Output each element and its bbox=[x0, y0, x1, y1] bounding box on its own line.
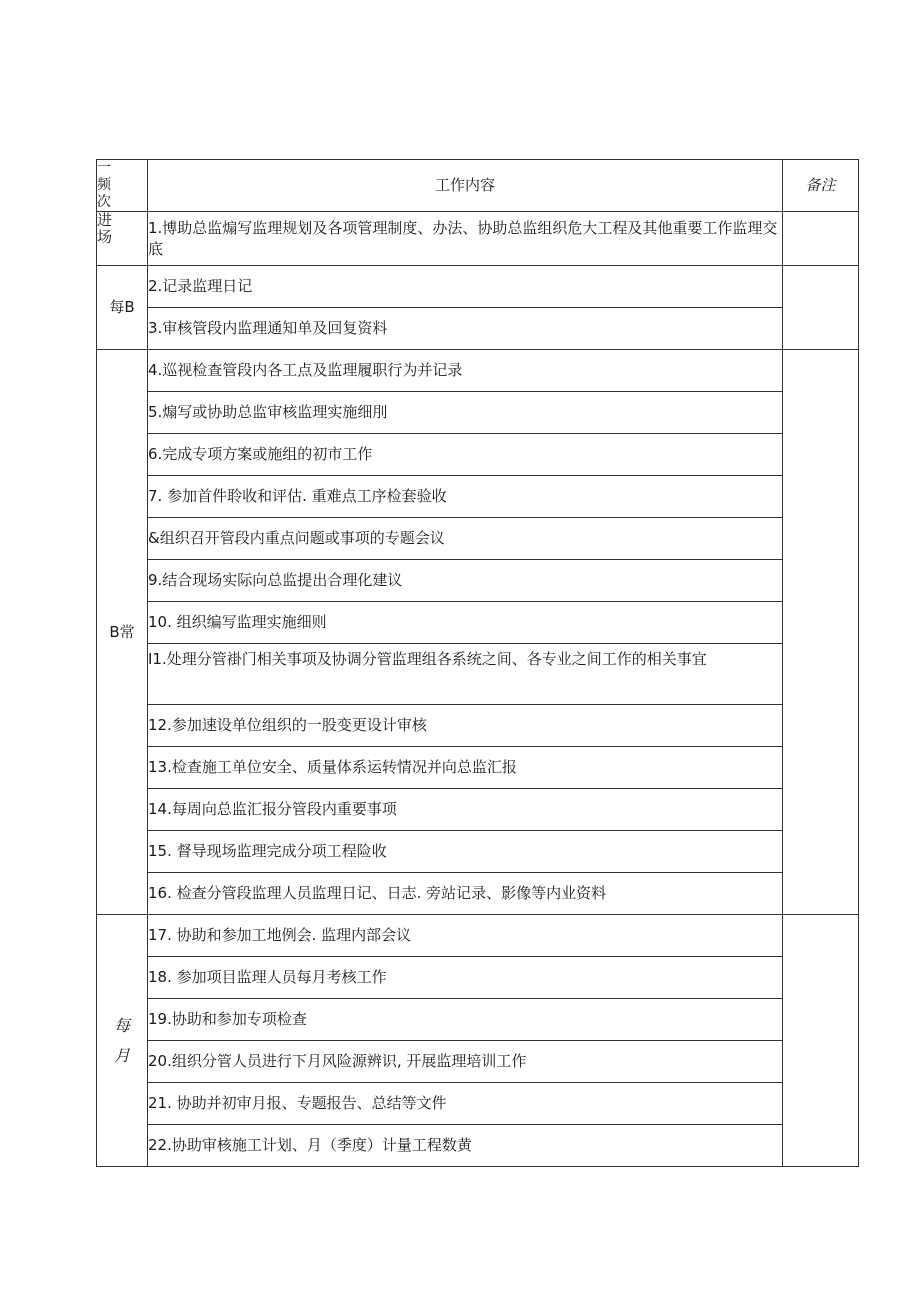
content-cell: 18. 参加项目监理人员每月考核工作 bbox=[148, 957, 783, 999]
frequency-cell-monthly bbox=[97, 915, 148, 1167]
table-row bbox=[97, 957, 859, 999]
table-row bbox=[97, 560, 859, 602]
content-cell: 15. 督导现场监理完成分项工程险收 bbox=[148, 831, 783, 873]
content-cell: 2.记录监理日记 bbox=[148, 266, 783, 308]
frequency-header-char: 一 bbox=[97, 160, 111, 176]
table-row bbox=[97, 266, 859, 308]
content-cell: 6.完成专项方案或施组的初市工作 bbox=[148, 434, 783, 476]
table-row bbox=[97, 1125, 859, 1167]
content-cell: 13.检查施工单位安全、质量体系运转情况并向总监汇报 bbox=[148, 747, 783, 789]
frequency-header bbox=[97, 160, 148, 212]
content-cell: 20.组织分管人员进行下月风险源辨识, 开展监理培训工作 bbox=[148, 1041, 783, 1083]
content-cell: 9.结合现场实际向总监提出合理化建议 bbox=[148, 560, 783, 602]
table-row bbox=[97, 392, 859, 434]
frequency-cell-entry bbox=[97, 212, 148, 266]
table-row bbox=[97, 789, 859, 831]
frequency-cell-daily: 每B bbox=[97, 266, 148, 350]
table-row bbox=[97, 915, 859, 957]
frequency-char: 月 bbox=[113, 1045, 130, 1065]
table-row bbox=[97, 434, 859, 476]
note-header: 备注 bbox=[783, 160, 859, 212]
content-cell: &组织召开管段内重点问题或事项的专题会议 bbox=[148, 518, 783, 560]
content-cell: 19.协助和参加专项检查 bbox=[148, 999, 783, 1041]
table-row bbox=[97, 602, 859, 644]
note-cell bbox=[783, 212, 859, 266]
table-row bbox=[97, 1083, 859, 1125]
frequency-char: 场 bbox=[97, 228, 113, 246]
frequency-header-char: 次 bbox=[97, 194, 111, 210]
work-content-table bbox=[96, 159, 859, 1167]
content-cell: 4.巡视检查管段内各工点及监理履职行为并记录 bbox=[148, 350, 783, 392]
content-cell: 7. 参加首件聆收和评估. 重难点工序检套验收 bbox=[148, 476, 783, 518]
content-cell: 3.审核管段内监理通知单及回复资料 bbox=[148, 308, 783, 350]
table-row bbox=[97, 644, 859, 705]
content-cell: 16. 检查分管段监理人员监理日记、日志. 旁站记录、影像等内业资料 bbox=[148, 873, 783, 915]
content-cell: 5.煽写或协助总监审核监理实施细刖 bbox=[148, 392, 783, 434]
table-row bbox=[97, 705, 859, 747]
content-header: 工作内容 bbox=[148, 160, 783, 212]
note-cell bbox=[783, 350, 859, 915]
frequency-cell-routine: B常 bbox=[97, 350, 148, 915]
content-cell: I1.处理分管褂门相关事项及协调分管监理组各系统之间、各专业之间工作的相关事宜 bbox=[148, 644, 783, 705]
frequency-char: 每 bbox=[113, 1015, 130, 1035]
table-row bbox=[97, 350, 859, 392]
table-row bbox=[97, 212, 859, 266]
content-cell: 21. 协助并初审月报、专题报告、总结等文件 bbox=[148, 1083, 783, 1125]
content-cell: 14.每周向总监汇报分管段内重要事项 bbox=[148, 789, 783, 831]
table-row bbox=[97, 999, 859, 1041]
frequency-char: 进 bbox=[97, 211, 113, 229]
table-row bbox=[97, 831, 859, 873]
table-row bbox=[97, 476, 859, 518]
note-cell bbox=[783, 915, 859, 1167]
table-header-row bbox=[97, 160, 859, 212]
table-row bbox=[97, 747, 859, 789]
table-row bbox=[97, 873, 859, 915]
content-cell: 1.博助总监煽写监理规划及各项管理制度、办法、协助总监组织危大工程及其他重要工作监理交底 bbox=[148, 212, 783, 266]
table-row bbox=[97, 308, 859, 350]
table-row bbox=[97, 1041, 859, 1083]
content-cell: 12.参加速设单位组织的一股变更设计审核 bbox=[148, 705, 783, 747]
note-cell bbox=[783, 266, 859, 350]
table-row bbox=[97, 518, 859, 560]
frequency-header-char: 频 bbox=[97, 177, 111, 193]
content-cell: 22.协助审核施工计划、月（季度）计量工程数黄 bbox=[148, 1125, 783, 1167]
content-cell: 10. 组织编写监理实施细则 bbox=[148, 602, 783, 644]
content-cell: 17. 协助和参加工地例会. 监理内部会议 bbox=[148, 915, 783, 957]
